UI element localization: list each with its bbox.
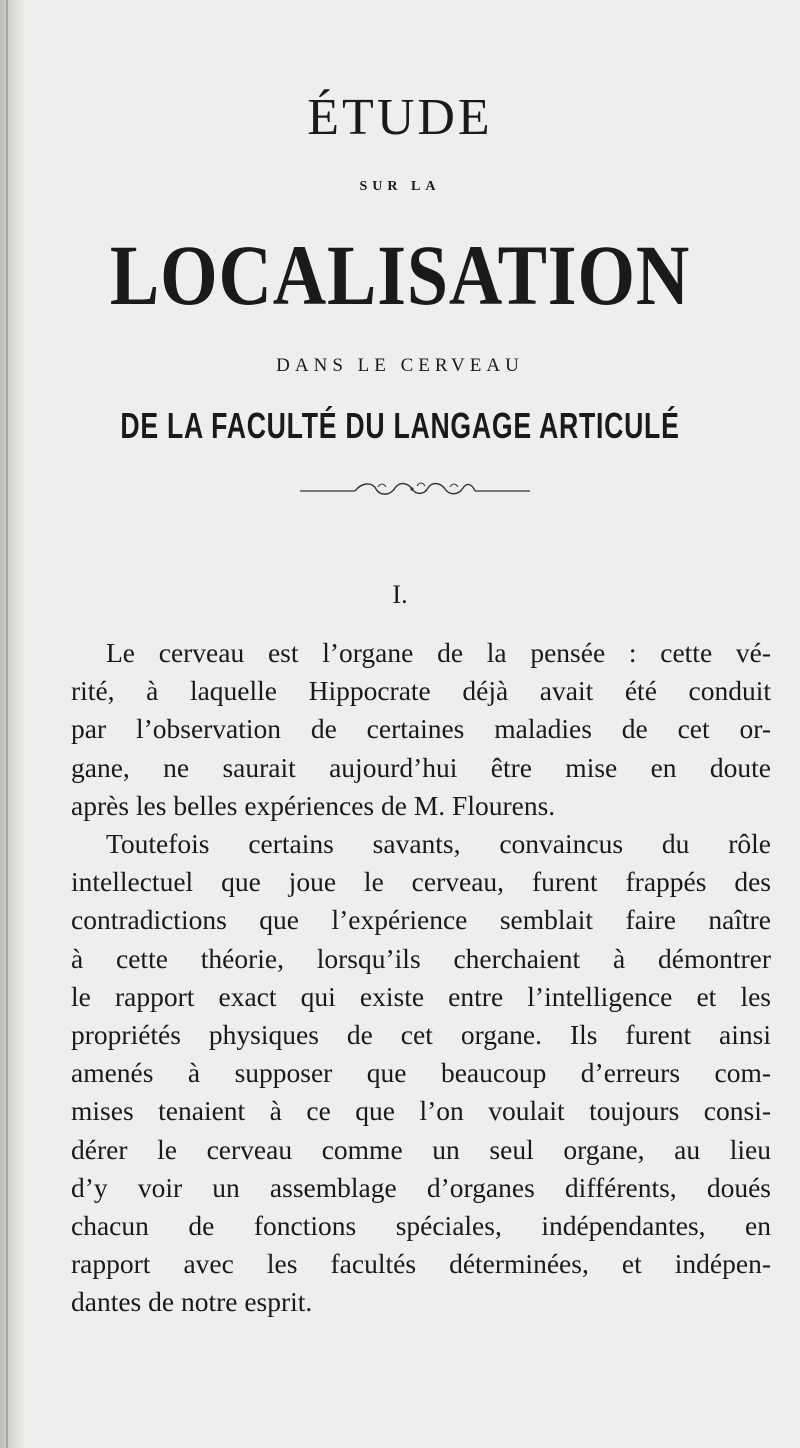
- body-text: [71, 634, 771, 1322]
- paragraph-2-line: amenés à supposer que beaucoup d’erreurs com-: [71, 1057, 771, 1089]
- paragraph-2-line: intellectuel que joue le cerveau, furent frappés des: [71, 866, 771, 898]
- paragraph-2-line: dantes de notre esprit.: [71, 1286, 313, 1318]
- paragraph-1-line: par l’observation de certaines maladies de cet or-: [71, 713, 771, 745]
- paragraph-2-line: chacun de fonctions spéciales, indépendantes, en: [71, 1210, 771, 1242]
- paragraph-1-line: gane, ne saurait aujourd’hui être mise en doute: [71, 751, 771, 783]
- paragraph-1-line: après les belles expériences de M. Flourens.: [71, 789, 556, 821]
- paragraph-2-line: propriétés physiques de cet organe. Ils furent ainsi: [71, 1019, 771, 1051]
- title-dans-le-cerveau: DANS LE CERVEAU: [276, 355, 524, 376]
- title-localisation: LOCALISATION: [109, 227, 691, 323]
- paragraph-1-line: Le cerveau est l’organe de la pensée : cette vé-: [106, 637, 771, 668]
- paragraph-2-line: contradictions que l’expérience semblait faire naître: [71, 904, 771, 936]
- title-faculte-langage: DE LA FACULTÉ DU LANGAGE ARTICULÉ: [120, 405, 680, 446]
- paragraph-2-line: rapport avec les facultés déterminées, et indépen-: [71, 1248, 771, 1280]
- paragraph-1-line: rité, à laquelle Hippocrate déjà avait été conduit: [71, 675, 771, 707]
- title-sur-la: SUR LA: [359, 179, 441, 194]
- paragraph-2-line: mises tenaient à ce que l’on voulait toujours consi-: [71, 1095, 771, 1127]
- paragraph-2-line: dérer le cerveau comme un seul organe, au lieu: [71, 1133, 771, 1165]
- section-number: I.: [392, 580, 408, 609]
- paragraph-2-line: Toutefois certains savants, convaincus du rôle: [106, 828, 771, 860]
- paragraph-2-line: d’y voir un assemblage d’organes différents, doués: [71, 1171, 771, 1203]
- paragraph-2-line: le rapport exact qui existe entre l’intelligence et les: [71, 980, 771, 1012]
- paragraph-2-line: à cette théorie, lorsqu’ils cherchaient à démontrer: [71, 942, 771, 974]
- ornament-divider-icon: [300, 478, 530, 500]
- title-etude: ÉTUDE: [307, 89, 493, 146]
